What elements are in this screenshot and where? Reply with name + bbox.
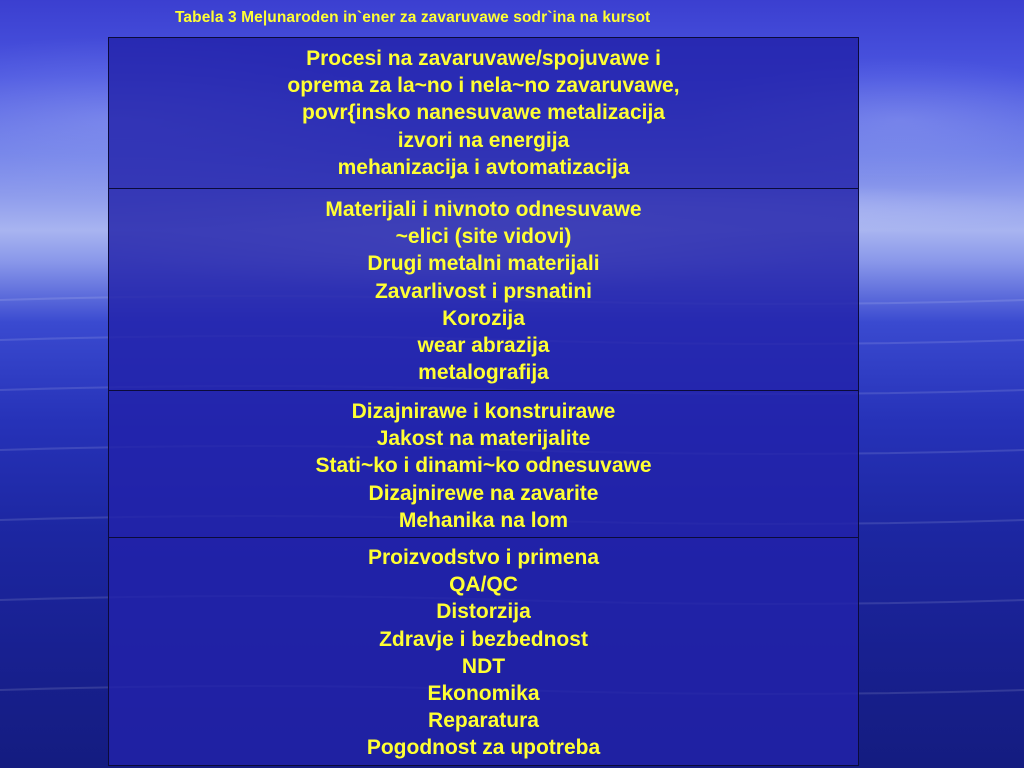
section-heading: Proizvodstvo i primena: [367, 546, 600, 569]
section-line: izvori na energija: [397, 128, 570, 152]
section-line: oprema za la~no i nela~no zavaruvawe,: [287, 74, 680, 98]
section-line: ~elici (site vidovi): [395, 225, 572, 249]
section-line: Ekonomika: [427, 682, 540, 706]
table-caption: Tabela 3 Me|unaroden in`ener za zavaruvawe sodr`ina na kursot: [175, 9, 651, 26]
section-heading: Materijali i nivnoto odnesuvawe: [325, 198, 642, 221]
section-line: Korozija: [442, 306, 525, 330]
section-materials: [109, 189, 858, 391]
section-line: Pogodnost za upotreba: [366, 736, 601, 760]
section-line: Stati~ko i dinami~ko odnesuvawe: [315, 454, 652, 478]
section-line: Drugi metalni materijali: [367, 252, 600, 276]
section-line: Mehanika na lom: [398, 508, 569, 532]
section-line: povr{insko nanesuvawe metalizacija: [302, 101, 665, 125]
section-line: QA/QC: [449, 573, 518, 597]
course-content-table: [108, 37, 859, 766]
section-line: Dizajnirewe na zavarite: [368, 481, 599, 505]
section-welding-processes: [109, 38, 858, 189]
section-line: Distorzija: [436, 600, 531, 624]
section-production: [109, 538, 858, 767]
section-line: Zavarlivost i prsnatini: [374, 279, 593, 303]
section-line: Jakost na materijalite: [376, 427, 591, 451]
section-line: metalografija: [418, 361, 549, 385]
section-line: mehanizacija i avtomatizacija: [337, 155, 630, 179]
section-design: [109, 391, 858, 538]
section-line: Zdravje i bezbednost: [379, 627, 588, 651]
section-heading: Procesi na zavaruvawe/spojuvawe i: [306, 47, 661, 70]
section-heading: Dizajnirawe i konstruirawe: [351, 400, 616, 423]
section-line: Reparatura: [428, 709, 539, 733]
section-line: wear abrazija: [417, 334, 550, 358]
section-line: NDT: [461, 654, 506, 678]
